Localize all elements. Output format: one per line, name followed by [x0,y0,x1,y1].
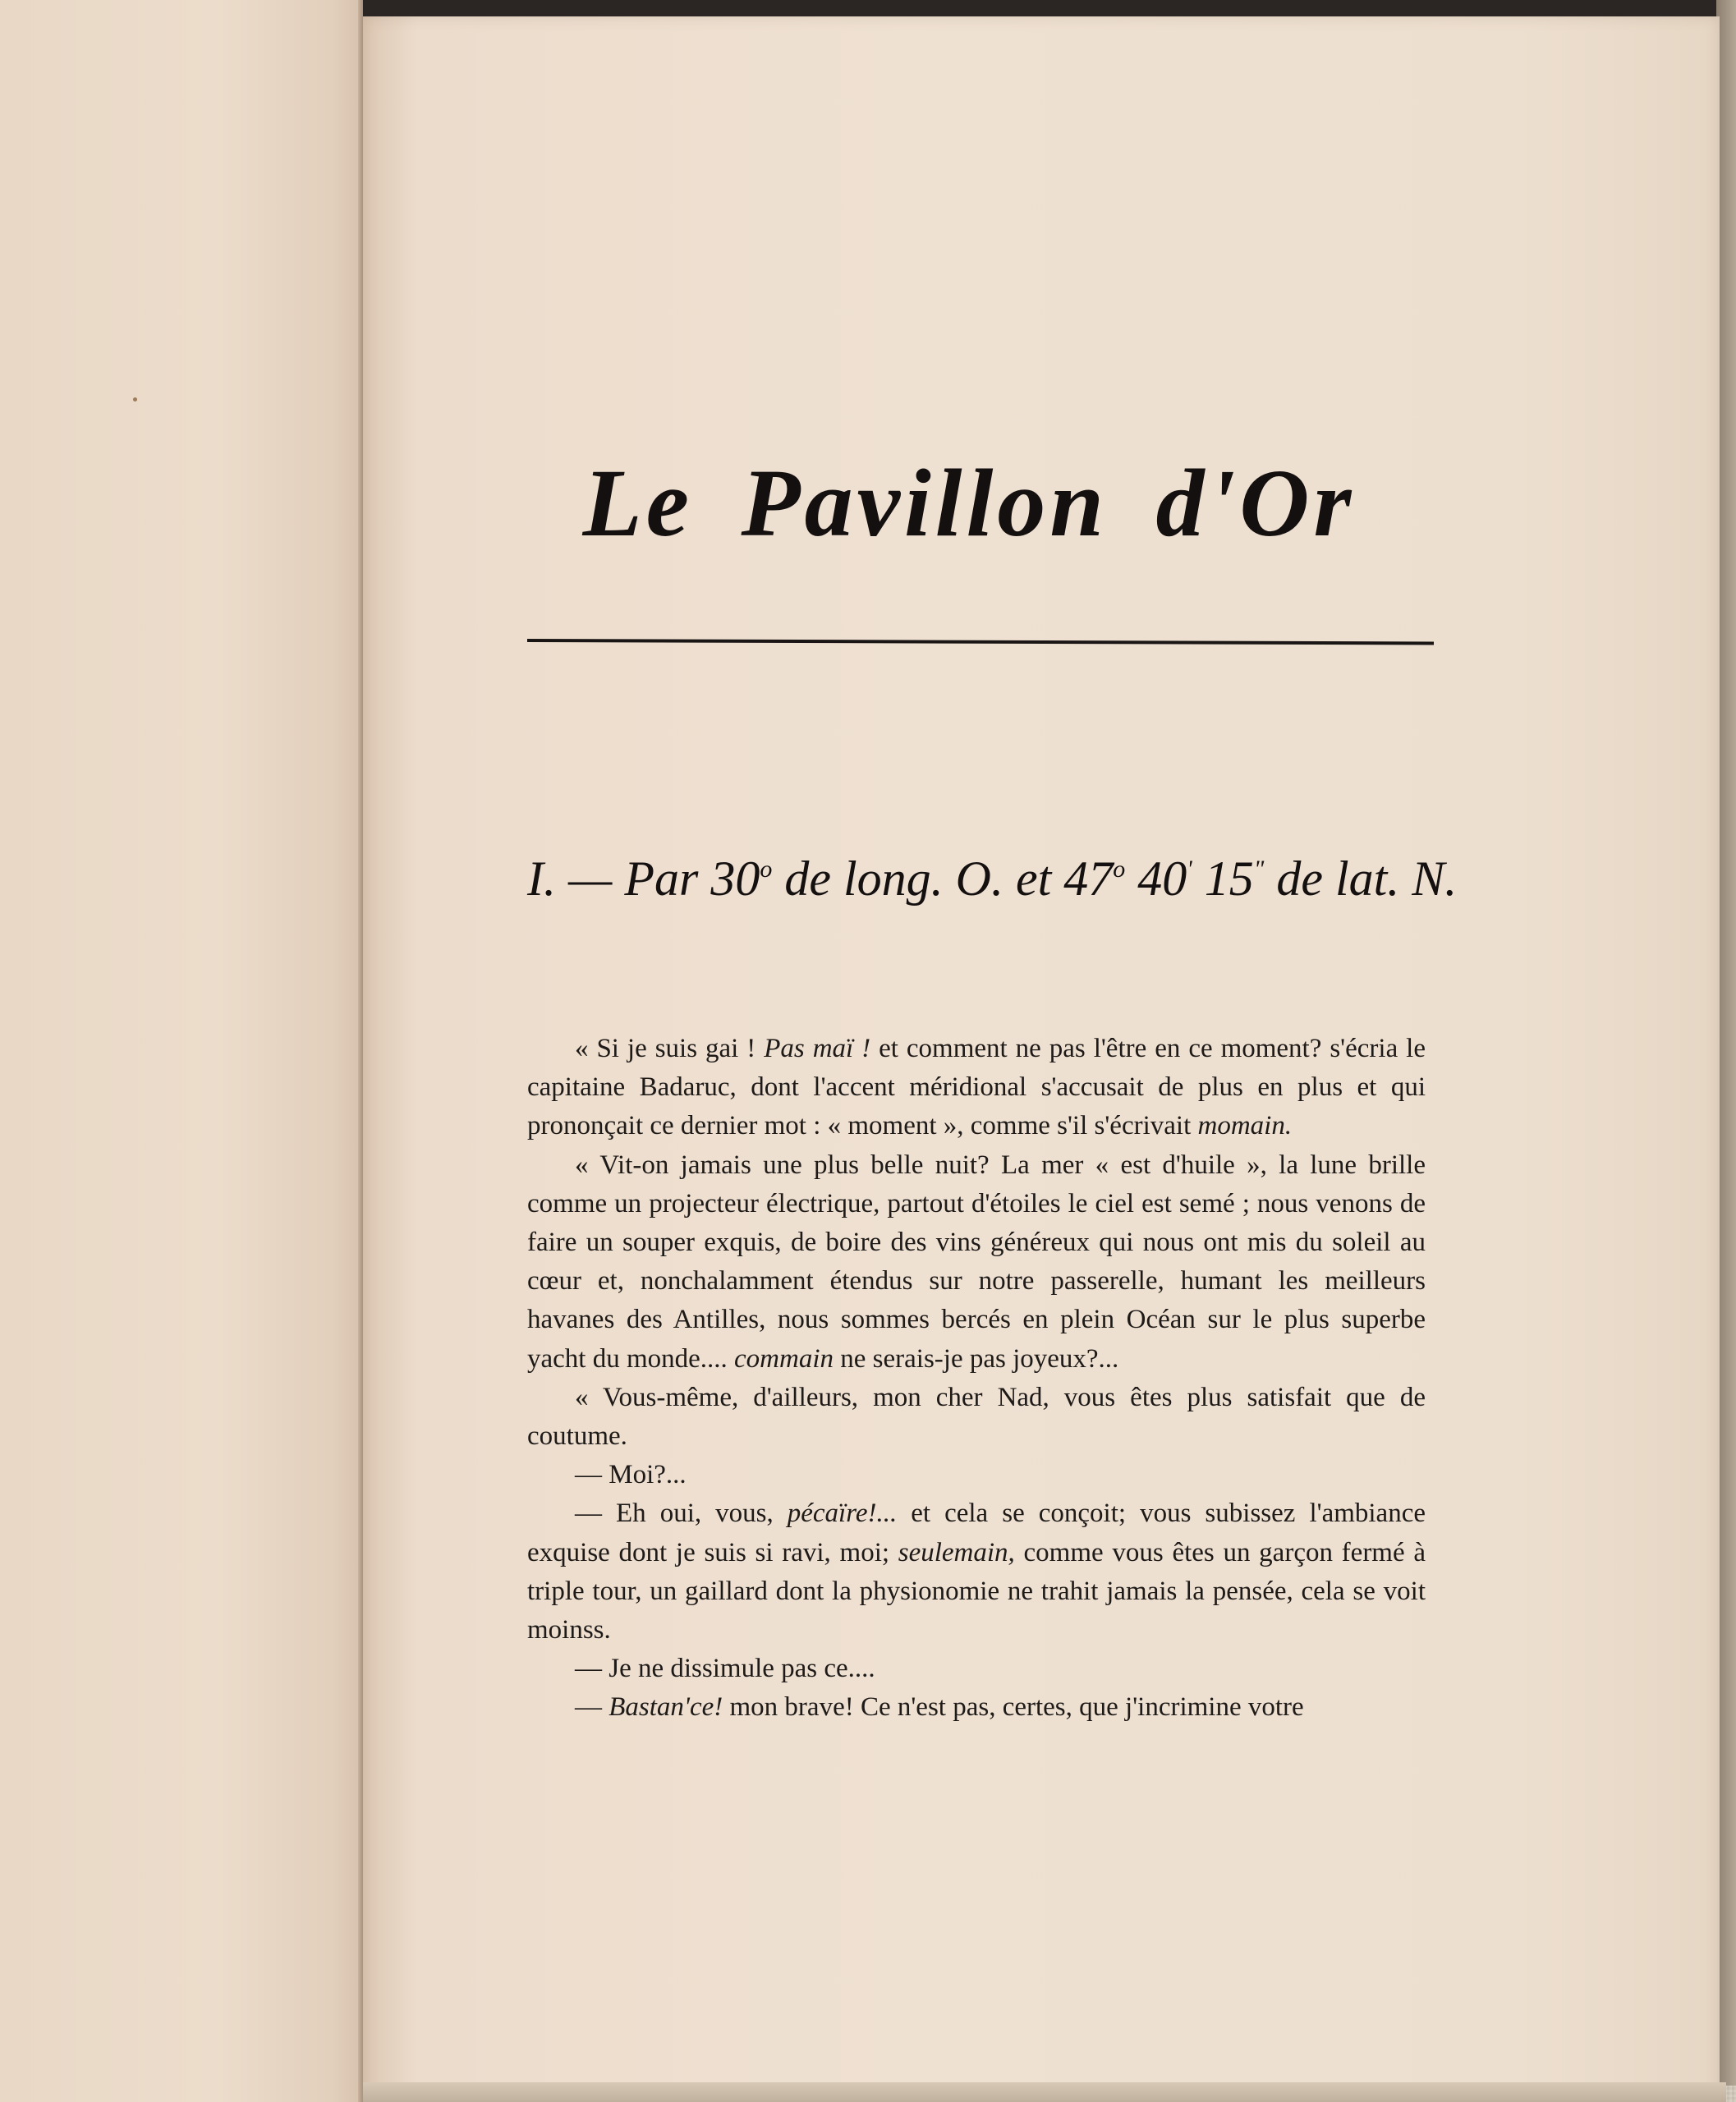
chapter-text-part: de lat. N. [1264,851,1458,906]
paragraph [527,1494,1426,1650]
text-run: mon brave! Ce n'est pas, certes, que j'incrimine votre [723,1692,1304,1723]
page-bottom-edge [363,2082,1726,2102]
text-run: — Eh oui, vous, [575,1498,788,1529]
chapter-text-part: de long. O. et 47 [772,851,1114,906]
italic-text: Pas maï ! [764,1034,871,1063]
second-mark: " [1253,856,1265,883]
text-run: « Si je suis gai ! [575,1034,765,1063]
paper-speck [133,397,137,402]
paragraph [527,1146,1426,1379]
italic-text: seulemain, [898,1537,1015,1567]
left-page [0,0,361,2102]
paragraph [527,1030,1426,1146]
text-run: — [575,1692,609,1723]
chapter-heading [527,851,1458,907]
paragraph [527,1456,1426,1494]
paragraph [527,1650,1426,1688]
chapter-number: I. [527,851,556,906]
chapter-dash: — [567,851,613,906]
degree-mark: o [760,856,773,883]
text-run: « Vous-même, d'ailleurs, mon cher Nad, vous êtes plus satisfait que de coutume. [527,1382,1426,1452]
italic-text: commain [734,1343,834,1374]
text-run: « Vit-on jamais une plus belle nuit? La mer « est d'huile », la lune brille comme un projecteur électrique, partout d'étoiles le ciel est semé ; nous venons de faire un souper exquis, de boire des vins généreux qui nous ont mis du soleil au cœur et, nonchalamment étendus sur notre passerelle, humant les meilleurs havanes des Antilles, nous sommes bercés en plein Océan sur le plus superbe yacht du monde.... [527,1150,1426,1374]
book-title: Le Pavillon d'Or [582,449,1356,557]
italic-text: momain. [1197,1111,1293,1141]
text-run: comme vous êtes un garçon fermé à triple tour, un gaillard dont la physionomie ne trahit jamais la pensée, cela se voit moinss. [527,1537,1426,1645]
text-run: — Je ne dissimule pas ce.... [575,1654,875,1684]
paragraph [527,1379,1426,1456]
chapter-text-part: 40 [1125,851,1187,906]
degree-mark: o [1113,856,1126,883]
italic-text: Bastan'ce! [609,1692,723,1723]
minute-mark: ' [1187,856,1192,883]
text-run: ne serais-je pas joyeux?... [834,1343,1119,1374]
text-run: — Moi?... [575,1460,687,1490]
paragraph [527,1688,1426,1727]
body-text [527,1030,1426,1728]
chapter-text-part: Par 30 [624,851,760,906]
chapter-text-part: 15 [1192,851,1254,906]
italic-text: pécaïre!... [787,1498,898,1529]
text-run: et cela se conçoit; vous subissez l'ambiance exquise dont je suis si ravi, moi; [527,1498,1426,1567]
text-run: et comment ne pas l'être en ce moment? s'écria le capitaine Badaruc, dont l'accent méridional s'accusait de plus en plus et qui prononçait ce dernier mot : « moment », comme s'il s'écrivait [527,1034,1426,1141]
